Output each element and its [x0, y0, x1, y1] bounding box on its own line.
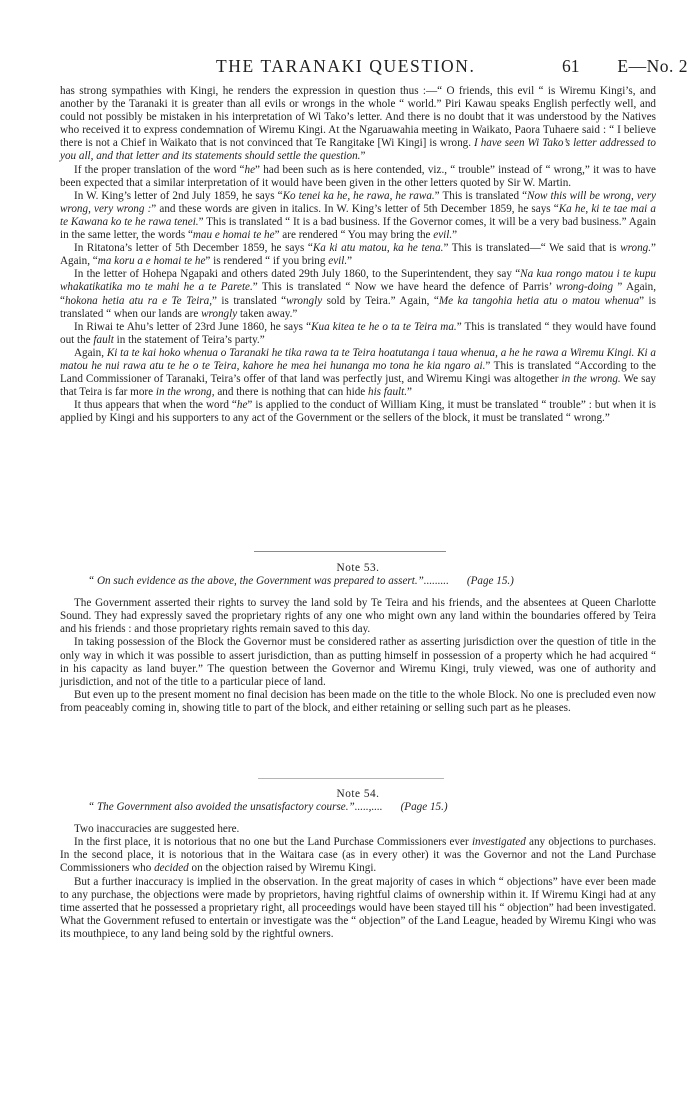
main-text-section	[60, 85, 656, 425]
text-run: sold by Teira.” Again, “	[322, 294, 439, 307]
note-53-quote-text: “ On such evidence as the above, the Government was prepared to assert.”.........	[88, 575, 449, 588]
text-run: In W. King’s letter of 2nd July 1859, he says “	[74, 189, 283, 202]
section_top-paragraph	[60, 268, 656, 320]
italic-run: decided	[154, 862, 189, 875]
note53-paragraph	[60, 689, 656, 715]
section_top-paragraph	[60, 347, 656, 399]
text-run: Two inaccuracies are suggested here.	[74, 823, 240, 836]
text-run: ” This is translated “According to the Land Commissioner of Taranaki, Teira’s offer of that land was perfectly just, and Wiremu Kingi was altogether	[60, 359, 656, 386]
italic-run: Ko tenei ka he, he rawa, he rawa.	[282, 189, 435, 202]
text-run: In Ritatona’s letter of 5th December 1859, he says “	[74, 242, 313, 255]
italic-run: he	[236, 399, 248, 412]
text-run: In Riwai te Ahu’s letter of 23rd June 1860, he says “	[74, 320, 312, 333]
note-54-quote-text: “ The Government also avoided the unsatisfactory course.”.....,....	[88, 801, 383, 814]
section_top-paragraph	[60, 242, 656, 268]
text-run: ” This is translated—“ We said that is	[443, 242, 621, 255]
italic-run: he	[244, 163, 256, 176]
text-run: In the first place, it is notorious that no one but the Land Purchase Commissioners ever	[74, 836, 472, 849]
note-54-section	[60, 788, 656, 941]
text-run: ” is translated “ when our lands are	[60, 294, 656, 320]
italic-run: hokona hetia atu ra e Te Teira,	[64, 294, 212, 307]
note-53-body	[60, 597, 656, 715]
running-title: THE TARANAKI QUESTION.	[216, 56, 476, 76]
italic-run: wrong.	[620, 242, 652, 255]
note-54-body	[60, 823, 656, 941]
italic-run: Kua kitea te he o ta te Teira ma.	[311, 320, 457, 333]
section_top-paragraph	[60, 399, 656, 425]
italic-run: in the wrong,	[155, 386, 215, 399]
note54-paragraph	[60, 876, 656, 941]
note-54-quote	[60, 801, 656, 814]
italic-run: evil.	[328, 255, 348, 268]
text-run: taken away.”	[237, 307, 298, 320]
italic-run: Me ka tangohia hetia atu o matou whenua	[438, 294, 640, 307]
text-run: ”	[347, 255, 353, 268]
text-run: But even up to the present moment no final decision has been made on the title to the whole Block. No one is precluded even now from peaceably coming in, showing title to part of the block, and either retaining or selling such part as he pleases.	[60, 688, 656, 714]
italic-run: evil.	[433, 229, 453, 242]
page-number: 61	[562, 56, 580, 76]
italic-run: wrong-doing	[555, 281, 614, 294]
text-run: and there is nothing that can hide	[214, 386, 368, 399]
note53-paragraph	[60, 636, 656, 688]
text-run: ” This is translated “ It is a bad business. If the Governor comes, it will be a very bad business.” Again in the same letter, the words “	[60, 215, 656, 242]
italic-run: Ki ta te kai hoko whenua o Taranaki he tika rawa ta te Teira hoatutanga i taua whenua, a he he rawa a Wiremu Kingi. Ki a matou he nui rawa atu te he o te Teira, kahore he mea hei hunanga mo tona he kia ngaro ai.	[60, 346, 657, 372]
italic-run: Ka ki atu matou, ka he tena.	[312, 242, 444, 255]
text-run: ” is translated “	[212, 294, 287, 307]
text-run: It thus appears that when the word “	[74, 399, 237, 412]
text-run: We say that Teira is far more	[60, 373, 656, 399]
text-run: ” is applied to the conduct of William King, it must be translated “ trouble” : but when it is applied by Kingi and his supporters to any act of the Government or the sellers of the block, it must be translated “ wrong.”	[60, 399, 656, 425]
text-run: ” is rendered “ if you bring	[205, 255, 329, 268]
text-run: ” Again, “	[60, 242, 656, 268]
italic-run: I have seen Wi Tako’s letter addressed to you all, and that letter and its statements should settle the question.	[60, 137, 656, 163]
note-53-quote	[60, 575, 656, 588]
text-run: ”	[407, 386, 412, 399]
italic-run: wrongly	[201, 307, 238, 320]
italic-run: investigated	[471, 836, 526, 849]
section_top-paragraph	[60, 190, 656, 242]
text-run: Again,	[74, 346, 107, 359]
italic-run: Now this will be wrong, very wrong, very wrong :	[60, 189, 656, 215]
section-divider	[254, 551, 446, 552]
text-run: In taking possession of the Block the Governor must be considered rather as asserting jurisdiction over the question of title in the only way in which it was possible to assert jurisdiction, than as putting himself in possession of a property which he had acquired “ in his capacity as land buyer.” The question between the Governor and Wiremu Kingi, truly viewed, was one of authority and jurisdiction, and not of the title to a particular piece of land.	[60, 636, 656, 688]
text-run: ” This is translated “	[434, 189, 528, 202]
italic-run: ma koru a e homai te he	[97, 255, 206, 268]
text-run: But a further inaccuracy is implied in the observation. In the great majority of cases in which “ objections” have ever been made to any purchase, the objections were made by proprietors, having rightful claims of ownership within it. If Wiremu Kingi had at any time asserted that he possessed a proprietary right, all proceedings would have been stayed till his “ objection” had been investigated. What the Government refused to entertain or investigate was the “ objection” of the Land League, headed by Wiremu Kingi who was its mouthpiece, to any land being sold by the rightful owners.	[60, 875, 656, 940]
text-run: ” and these words are given in italics. In W. King’s letter of 5th December 1859, he says “	[151, 202, 559, 215]
text-run: any objections to purchases. In the second place, it is notorious that in the Waitara case (as in every other) it was the Governor and not the Land Purchase Commissioners who	[60, 836, 656, 875]
italic-run: mau e homai te he	[192, 229, 275, 242]
section-divider	[258, 778, 444, 779]
text-run: has strong sympathies with Kingi, he renders the expression in question thus :—“ O friends, this evil “ is Wiremu Kingi’s, and another by the Taranaki it is greater than all evils or wrongs in the whole “ world.” Piri Kawau speaks English perfectly well, and could not possibly be mistaken in his interpretation of Wi Tako’s letter. And there is no doubt that it was understood by the Natives who received it to express condemnation of Wiremu Kingi. At the Ngaruawahia meeting in Waikato, Paora Tuhaere said : “ I believe there is not a Chief in Waikato that is not convinced that Te Rangitake [Wi Kingi] is wrong.	[60, 85, 656, 150]
section_top-paragraph	[60, 85, 656, 164]
text-run: ” Again, “	[60, 281, 656, 307]
note-54-heading: Note 54.	[336, 788, 380, 800]
text-run: The Government asserted their rights to survey the land sold by Te Teira and his friends, and the absentees at Queen Charlotte Sound. They had expressly saved the proprietary rights of any one who might own any land within the boundaries offered by Teira and his friends : and those proprietary rights remain saved to this day.	[60, 597, 656, 636]
note-53-heading: Note 53.	[336, 562, 380, 574]
italic-run: wrongly	[286, 294, 323, 307]
text-run: in the statement of Teira’s party.”	[113, 333, 265, 346]
page-header	[60, 56, 688, 78]
text-run: ” This is translated “ they would have found out the	[60, 320, 656, 346]
document-code: E—No. 2	[617, 56, 688, 76]
note54-paragraph	[60, 836, 656, 875]
note-54-page-ref: (Page 15.)	[400, 801, 448, 814]
note-53-page-ref: (Page 15.)	[466, 575, 514, 588]
italic-run: his fault.	[368, 386, 407, 399]
section_top-paragraph	[60, 321, 656, 347]
text-run: In the letter of Hohepa Ngapaki and others dated 29th July 1860, to the Superintendent, they say “	[74, 268, 521, 281]
text-run: ” are rendered “ You may bring the	[274, 229, 434, 242]
text-run: ” had been such as is here contended, viz., “ trouble” instead of “ wrong,” it was to have been expected that a similar interpretation of it would have been given in the other letters quoted by Sir W. Martin.	[60, 163, 656, 189]
italic-run: in the wrong.	[561, 373, 621, 386]
text-run: ”	[360, 150, 366, 163]
text-run: If the proper translation of the word “	[74, 163, 245, 176]
note53-paragraph	[60, 597, 656, 636]
text-run: on the objection raised by Wiremu Kingi.	[188, 862, 377, 875]
italic-run: fault	[93, 333, 114, 346]
italic-run: Ka he, ki te tae mai a te Kawana ko te he rawa tenei.	[60, 202, 656, 228]
italic-run: Na kua rongo matou i te kupu whakatikatika mo te mahi he a te Parete.	[60, 268, 656, 294]
note-53-section	[60, 562, 656, 715]
text-run: ” This is translated “ Now we have heard the defence of Parris’	[252, 281, 556, 294]
note54-paragraph	[60, 823, 656, 836]
section_top-paragraph	[60, 164, 656, 190]
text-run: ”	[452, 229, 458, 242]
